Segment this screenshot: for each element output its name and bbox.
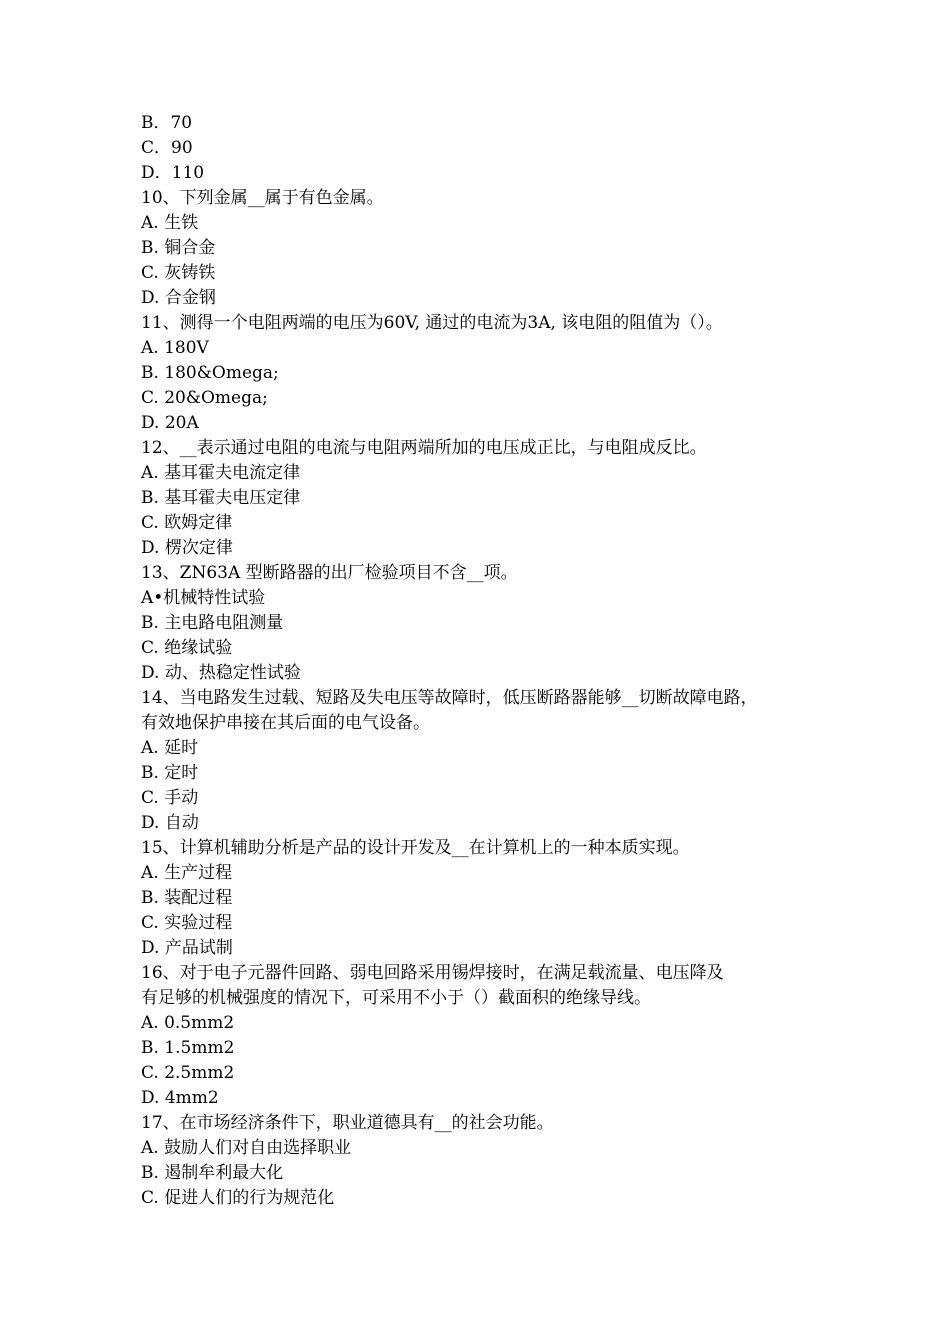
option-line: D. 合金钢 — [141, 288, 216, 308]
option-line: B. 定时 — [141, 763, 199, 783]
question-13: 13、ZN63A 型断路器的出厂检验项目不含__项。 — [141, 563, 518, 583]
option-line: C. 绝缘试验 — [141, 638, 233, 658]
option-line: B. 1.5mm2 — [141, 1038, 235, 1058]
option-line: A. 0.5mm2 — [141, 1013, 235, 1033]
question-14: 14、当电路发生过载、短路及失电压等故障时，低压断路器能够__切断故障电路， — [141, 688, 758, 708]
option-line: A. 180V — [141, 338, 209, 358]
option-line: C. 促进人们的行为规范化 — [141, 1188, 335, 1208]
option-line: B. 铜合金 — [141, 238, 216, 258]
question-16-continued: 有足够的机械强度的情况下，可采用不小于（）截面积的绝缘导线。 — [141, 988, 651, 1008]
option-line: C. 20&Omega; — [141, 388, 268, 408]
option-line: D. 自动 — [141, 813, 199, 833]
option-line: C．90 — [141, 138, 193, 158]
option-line: B. 基耳霍夫电压定律 — [141, 488, 301, 508]
question-11: 11、测得一个电阻两端的电压为60V, 通过的电流为3A, 该电阻的阻值为（）。 — [141, 313, 723, 333]
option-line: C. 2.5mm2 — [141, 1063, 235, 1083]
option-line: C. 欧姆定律 — [141, 513, 233, 533]
option-line: A. 生产过程 — [141, 863, 233, 883]
option-line: D．110 — [141, 163, 205, 183]
option-line: B．70 — [141, 113, 193, 133]
option-line: D. 20A — [141, 413, 199, 433]
option-line: A. 生铁 — [141, 213, 199, 233]
option-line: D. 动、热稳定性试验 — [141, 663, 301, 683]
option-line: B. 遏制牟利最大化 — [141, 1163, 284, 1183]
option-line: C. 手动 — [141, 788, 199, 808]
option-line: A. 鼓励人们对自由选择职业 — [141, 1138, 352, 1158]
question-15: 15、计算机辅助分析是产品的设计开发及__在计算机上的一种本质实现。 — [141, 838, 690, 858]
option-line: D. 4mm2 — [141, 1088, 219, 1108]
question-17: 17、在市场经济条件下，职业道德具有__的社会功能。 — [141, 1113, 554, 1133]
option-line: A. 基耳霍夫电流定律 — [141, 463, 301, 483]
option-line: D. 产品试制 — [141, 938, 233, 958]
option-line: A. 延时 — [141, 738, 199, 758]
document-page — [141, 111, 831, 1211]
option-line: A•机械特性试验 — [141, 588, 266, 608]
option-line: C. 实验过程 — [141, 913, 233, 933]
option-line: B. 装配过程 — [141, 888, 233, 908]
question-14-continued: 有效地保护串接在其后面的电气设备。 — [141, 713, 430, 733]
option-line: B. 主电路电阻测量 — [141, 613, 284, 633]
option-line: B. 180&Omega; — [141, 363, 279, 383]
option-line: D. 楞次定律 — [141, 538, 233, 558]
option-line: C. 灰铸铁 — [141, 263, 216, 283]
question-12: 12、__表示通过电阻的电流与电阻两端所加的电压成正比，与电阻成反比。 — [141, 438, 707, 458]
question-16: 16、对于电子元器件回路、弱电回路采用锡焊接时，在满足载流量、电压降及 — [141, 963, 724, 983]
question-10: 10、下列金属__属于有色金属。 — [141, 188, 384, 208]
